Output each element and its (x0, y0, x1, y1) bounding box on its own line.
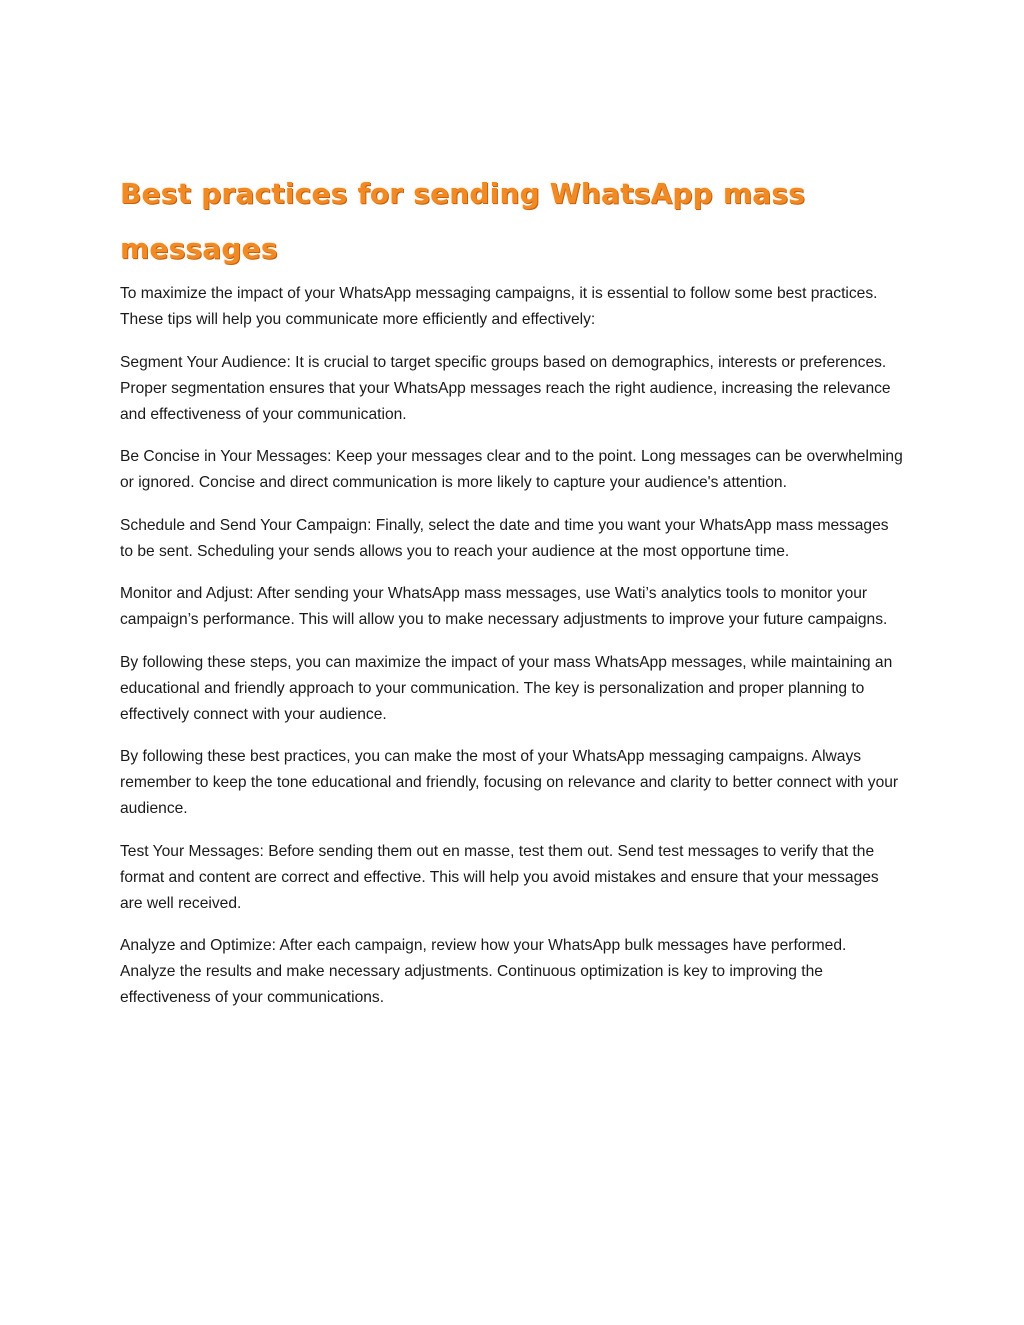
paragraph-following-steps: By following these steps, you can maximize the impact of your mass WhatsApp messages, while maintaining an educational and friendly approach to your communication. The key is personalization and proper planning to effectively connect with your audience. (120, 653, 893, 723)
paragraph-best-practices-summary: By following these best practices, you can make the most of your WhatsApp messaging campaigns. Always remember to keep the tone educational and friendly, focusing on relevance and clarity to better connect with your audience. (120, 748, 899, 817)
document-title: Best practices for sending WhatsApp mass messages (120, 177, 806, 265)
paragraph-analyze-optimize: Analyze and Optimize: After each campaign, review how your WhatsApp bulk messages have performed. Analyze the results and make necessary adjustments. Continuous optimization is key to improving the effectiveness of your communications. (120, 937, 847, 1006)
document-body (120, 281, 905, 1028)
paragraph-segment-audience: Segment Your Audience: It is crucial to target specific groups based on demographics, interests or preferences. Proper segmentation ensures that your WhatsApp messages reach the right audience, increasing the relevance and effectiveness of your communication. (120, 353, 891, 423)
paragraph-be-concise: Be Concise in Your Messages: Keep your messages clear and to the point. Long messages can be overwhelming or ignored. Concise and direct communication is more likely to capture your audience's attention. (120, 448, 903, 491)
paragraph-test-messages: Test Your Messages: Before sending them out en masse, test them out. Send test messages to verify that the format and content are correct and effective. This will help you avoid mistakes and ensure that your messages are well received. (120, 842, 879, 912)
paragraph-intro: To maximize the impact of your WhatsApp messaging campaigns, it is essential to follow some best practices. These tips will help you communicate more efficiently and effectively: (120, 285, 878, 328)
paragraph-schedule-send: Schedule and Send Your Campaign: Finally, select the date and time you want your WhatsApp mass messages to be sent. Scheduling your sends allows you to reach your audience at the most opportune time. (120, 516, 889, 560)
paragraph-monitor-adjust: Monitor and Adjust: After sending your WhatsApp mass messages, use Wati’s analytics tools to monitor your campaign’s performance. This will allow you to make necessary adjustments to improve your future campaigns. (120, 585, 888, 628)
